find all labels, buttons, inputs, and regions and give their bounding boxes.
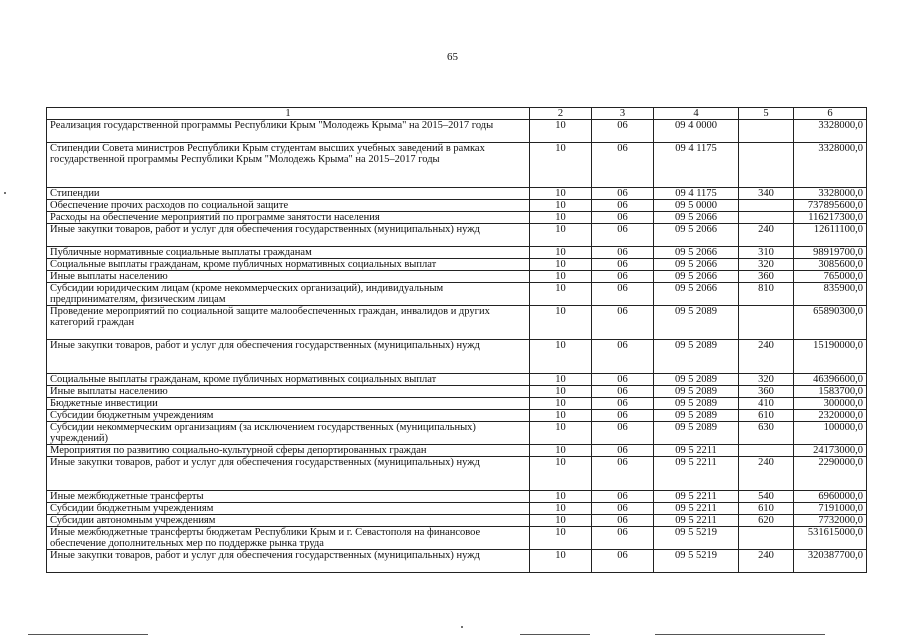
row-target-code: 09 5 2211 bbox=[654, 515, 739, 527]
row-expense-type bbox=[739, 445, 794, 457]
row-description: Обеспечение прочих расходов по социальной защите bbox=[47, 200, 530, 212]
row-target-code: 09 5 2066 bbox=[654, 224, 739, 247]
row-target-code: 09 5 2211 bbox=[654, 457, 739, 491]
row-description: Публичные нормативные социальные выплаты гражданам bbox=[47, 247, 530, 259]
row-section: 10 bbox=[530, 374, 592, 386]
row-subsection: 06 bbox=[592, 491, 654, 503]
row-target-code: 09 5 0000 bbox=[654, 200, 739, 212]
row-target-code: 09 5 2211 bbox=[654, 503, 739, 515]
table-row bbox=[47, 398, 867, 410]
budget-table bbox=[46, 107, 867, 573]
row-section: 10 bbox=[530, 259, 592, 271]
row-subsection: 06 bbox=[592, 224, 654, 247]
row-subsection: 06 bbox=[592, 445, 654, 457]
row-description: Бюджетные инвестиции bbox=[47, 398, 530, 410]
table-header-row bbox=[47, 108, 867, 120]
row-description: Расходы на обеспечение мероприятий по программе занятости населения bbox=[47, 212, 530, 224]
row-amount: 3328000,0 bbox=[794, 120, 867, 143]
row-description: Субсидии юридическим лицам (кроме некоммерческих организаций), индивидуальным предпринимателям, физическим лицам bbox=[47, 283, 530, 306]
row-amount: 2290000,0 bbox=[794, 457, 867, 491]
row-section: 10 bbox=[530, 247, 592, 259]
row-expense-type: 320 bbox=[739, 374, 794, 386]
row-section: 10 bbox=[530, 386, 592, 398]
row-target-code: 09 4 1175 bbox=[654, 188, 739, 200]
table-row bbox=[47, 120, 867, 143]
row-amount: 531615000,0 bbox=[794, 527, 867, 550]
row-subsection: 06 bbox=[592, 550, 654, 573]
row-section: 10 bbox=[530, 527, 592, 550]
row-expense-type: 610 bbox=[739, 503, 794, 515]
row-section: 10 bbox=[530, 550, 592, 573]
row-subsection: 06 bbox=[592, 515, 654, 527]
row-description: Иные выплаты населению bbox=[47, 271, 530, 283]
header-cell: 2 bbox=[530, 108, 592, 120]
row-amount: 835900,0 bbox=[794, 283, 867, 306]
row-section: 10 bbox=[530, 445, 592, 457]
scan-speck bbox=[4, 192, 6, 194]
row-subsection: 06 bbox=[592, 527, 654, 550]
row-section: 10 bbox=[530, 398, 592, 410]
table-row bbox=[47, 271, 867, 283]
row-section: 10 bbox=[530, 283, 592, 306]
row-expense-type: 360 bbox=[739, 271, 794, 283]
footer-rule bbox=[520, 634, 590, 635]
row-description: Иные закупки товаров, работ и услуг для обеспечения государственных (муниципальных) нужд bbox=[47, 224, 530, 247]
row-target-code: 09 5 2066 bbox=[654, 212, 739, 224]
row-expense-type: 240 bbox=[739, 340, 794, 374]
row-expense-type bbox=[739, 143, 794, 188]
table-row bbox=[47, 386, 867, 398]
header-cell: 3 bbox=[592, 108, 654, 120]
footer-rule bbox=[655, 634, 825, 635]
header-cell: 6 bbox=[794, 108, 867, 120]
row-expense-type: 620 bbox=[739, 515, 794, 527]
table-row bbox=[47, 200, 867, 212]
row-subsection: 06 bbox=[592, 283, 654, 306]
table-row bbox=[47, 515, 867, 527]
row-expense-type: 320 bbox=[739, 259, 794, 271]
row-section: 10 bbox=[530, 200, 592, 212]
row-target-code: 09 5 5219 bbox=[654, 527, 739, 550]
row-subsection: 06 bbox=[592, 503, 654, 515]
row-section: 10 bbox=[530, 188, 592, 200]
row-target-code: 09 5 2089 bbox=[654, 306, 739, 340]
row-subsection: 06 bbox=[592, 457, 654, 491]
row-target-code: 09 5 2066 bbox=[654, 259, 739, 271]
row-amount: 2320000,0 bbox=[794, 410, 867, 422]
row-target-code: 09 5 2066 bbox=[654, 271, 739, 283]
row-target-code: 09 5 2211 bbox=[654, 491, 739, 503]
row-description: Субсидии некоммерческим организациям (за исключением государственных (муниципальных) учреждений) bbox=[47, 422, 530, 445]
row-target-code: 09 4 1175 bbox=[654, 143, 739, 188]
row-expense-type bbox=[739, 306, 794, 340]
row-expense-type: 240 bbox=[739, 457, 794, 491]
row-description: Проведение мероприятий по социальной защите малообеспеченных граждан, инвалидов и других категорий граждан bbox=[47, 306, 530, 340]
row-section: 10 bbox=[530, 503, 592, 515]
table-body bbox=[47, 108, 867, 573]
row-description: Субсидии автономным учреждениям bbox=[47, 515, 530, 527]
row-subsection: 06 bbox=[592, 200, 654, 212]
table-row bbox=[47, 503, 867, 515]
row-expense-type: 340 bbox=[739, 188, 794, 200]
row-description: Иные закупки товаров, работ и услуг для обеспечения государственных (муниципальных) нужд bbox=[47, 457, 530, 491]
row-expense-type bbox=[739, 527, 794, 550]
row-subsection: 06 bbox=[592, 374, 654, 386]
table-row bbox=[47, 259, 867, 271]
row-target-code: 09 4 0000 bbox=[654, 120, 739, 143]
table-row bbox=[47, 527, 867, 550]
row-amount: 3328000,0 bbox=[794, 188, 867, 200]
row-expense-type: 240 bbox=[739, 550, 794, 573]
row-description: Мероприятия по развитию социально-культурной сферы депортированных граждан bbox=[47, 445, 530, 457]
row-amount: 6960000,0 bbox=[794, 491, 867, 503]
header-cell: 5 bbox=[739, 108, 794, 120]
header-cell: 1 bbox=[47, 108, 530, 120]
row-amount: 46396600,0 bbox=[794, 374, 867, 386]
row-subsection: 06 bbox=[592, 212, 654, 224]
row-section: 10 bbox=[530, 457, 592, 491]
row-target-code: 09 5 2066 bbox=[654, 283, 739, 306]
table-row bbox=[47, 247, 867, 259]
row-target-code: 09 5 2089 bbox=[654, 340, 739, 374]
row-description: Социальные выплаты гражданам, кроме публичных нормативных социальных выплат bbox=[47, 259, 530, 271]
row-description: Иные межбюджетные трансферты бюджетам Республики Крым и г. Севастополя на финансовое обеспечение дополнительных мер по поддержке рынка труда bbox=[47, 527, 530, 550]
row-target-code: 09 5 2089 bbox=[654, 410, 739, 422]
row-subsection: 06 bbox=[592, 271, 654, 283]
row-target-code: 09 5 2089 bbox=[654, 422, 739, 445]
row-amount: 7191000,0 bbox=[794, 503, 867, 515]
row-description: Социальные выплаты гражданам, кроме публичных нормативных социальных выплат bbox=[47, 374, 530, 386]
table-row bbox=[47, 457, 867, 491]
table-row bbox=[47, 143, 867, 188]
table-row bbox=[47, 422, 867, 445]
row-description: Субсидии бюджетным учреждениям bbox=[47, 503, 530, 515]
row-subsection: 06 bbox=[592, 398, 654, 410]
row-section: 10 bbox=[530, 340, 592, 374]
row-amount: 300000,0 bbox=[794, 398, 867, 410]
header-cell: 4 bbox=[654, 108, 739, 120]
row-target-code: 09 5 2089 bbox=[654, 374, 739, 386]
row-expense-type: 810 bbox=[739, 283, 794, 306]
row-description: Стипендии bbox=[47, 188, 530, 200]
row-target-code: 09 5 2211 bbox=[654, 445, 739, 457]
row-expense-type bbox=[739, 212, 794, 224]
row-section: 10 bbox=[530, 491, 592, 503]
row-amount: 98919700,0 bbox=[794, 247, 867, 259]
row-section: 10 bbox=[530, 224, 592, 247]
table-row bbox=[47, 340, 867, 374]
row-expense-type: 630 bbox=[739, 422, 794, 445]
row-section: 10 bbox=[530, 422, 592, 445]
row-subsection: 06 bbox=[592, 340, 654, 374]
row-amount: 3328000,0 bbox=[794, 143, 867, 188]
row-subsection: 06 bbox=[592, 143, 654, 188]
row-subsection: 06 bbox=[592, 188, 654, 200]
row-subsection: 06 bbox=[592, 422, 654, 445]
row-amount: 737895600,0 bbox=[794, 200, 867, 212]
row-section: 10 bbox=[530, 120, 592, 143]
row-expense-type: 610 bbox=[739, 410, 794, 422]
table-row bbox=[47, 306, 867, 340]
row-expense-type: 410 bbox=[739, 398, 794, 410]
table-row bbox=[47, 283, 867, 306]
row-subsection: 06 bbox=[592, 120, 654, 143]
row-description: Субсидии бюджетным учреждениям bbox=[47, 410, 530, 422]
row-subsection: 06 bbox=[592, 306, 654, 340]
row-amount: 24173000,0 bbox=[794, 445, 867, 457]
table-row bbox=[47, 224, 867, 247]
row-section: 10 bbox=[530, 306, 592, 340]
row-description: Иные закупки товаров, работ и услуг для обеспечения государственных (муниципальных) нужд bbox=[47, 550, 530, 573]
row-amount: 15190000,0 bbox=[794, 340, 867, 374]
row-description: Иные выплаты населению bbox=[47, 386, 530, 398]
row-description: Иные закупки товаров, работ и услуг для обеспечения государственных (муниципальных) нужд bbox=[47, 340, 530, 374]
row-target-code: 09 5 5219 bbox=[654, 550, 739, 573]
row-description: Стипендии Совета министров Республики Крым студентам высших учебных заведений в рамках государственной программы Республики Крым "Молодежь Крыма" на 2015–2017 годы bbox=[47, 143, 530, 188]
row-section: 10 bbox=[530, 515, 592, 527]
row-target-code: 09 5 2066 bbox=[654, 247, 739, 259]
row-amount: 1583700,0 bbox=[794, 386, 867, 398]
row-expense-type bbox=[739, 200, 794, 212]
row-subsection: 06 bbox=[592, 247, 654, 259]
row-amount: 320387700,0 bbox=[794, 550, 867, 573]
row-expense-type: 240 bbox=[739, 224, 794, 247]
scan-speck bbox=[461, 626, 463, 628]
row-description: Реализация государственной программы Республики Крым "Молодежь Крыма" на 2015–2017 годы bbox=[47, 120, 530, 143]
row-expense-type bbox=[739, 120, 794, 143]
table-row bbox=[47, 491, 867, 503]
table-row bbox=[47, 212, 867, 224]
row-amount: 7732000,0 bbox=[794, 515, 867, 527]
row-subsection: 06 bbox=[592, 386, 654, 398]
table-row bbox=[47, 188, 867, 200]
row-amount: 100000,0 bbox=[794, 422, 867, 445]
row-target-code: 09 5 2089 bbox=[654, 398, 739, 410]
row-subsection: 06 bbox=[592, 410, 654, 422]
row-expense-type: 310 bbox=[739, 247, 794, 259]
row-amount: 116217300,0 bbox=[794, 212, 867, 224]
row-amount: 765000,0 bbox=[794, 271, 867, 283]
row-expense-type: 540 bbox=[739, 491, 794, 503]
footer-rule bbox=[28, 634, 148, 635]
row-section: 10 bbox=[530, 212, 592, 224]
page-number: 65 bbox=[447, 51, 458, 63]
row-description: Иные межбюджетные трансферты bbox=[47, 491, 530, 503]
row-amount: 12611100,0 bbox=[794, 224, 867, 247]
row-subsection: 06 bbox=[592, 259, 654, 271]
table-row bbox=[47, 410, 867, 422]
table-row bbox=[47, 374, 867, 386]
row-section: 10 bbox=[530, 143, 592, 188]
row-section: 10 bbox=[530, 271, 592, 283]
row-amount: 65890300,0 bbox=[794, 306, 867, 340]
row-expense-type: 360 bbox=[739, 386, 794, 398]
table-row bbox=[47, 550, 867, 573]
row-amount: 3085600,0 bbox=[794, 259, 867, 271]
table-row bbox=[47, 445, 867, 457]
row-target-code: 09 5 2089 bbox=[654, 386, 739, 398]
row-section: 10 bbox=[530, 410, 592, 422]
